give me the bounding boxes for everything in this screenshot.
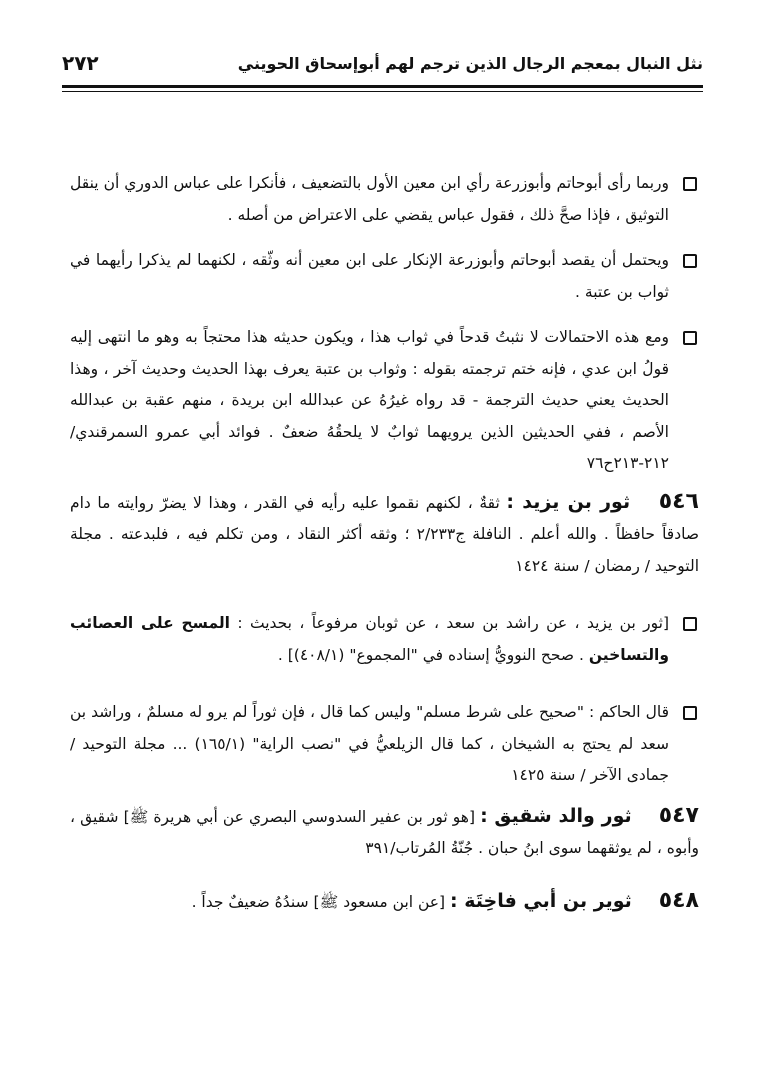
- entry-number: ٥٤٦: [658, 488, 699, 514]
- entry-text: [عن ابن مسعود ﷺ] سندُهُ ضعيفٌ جداً .: [191, 892, 446, 911]
- entry-number: ٥٤٧: [658, 802, 699, 828]
- bullet-text: وربما رأى أبوحاتم وأبوزرعة رأي ابن معين الأول بالتضعيف ، فأنكرا على عباس الدوري أن ينقل التوثيق ، فإذا صحَّ ذلك ، فقول عباس يقضي على الاعتراض من أصله .: [70, 174, 669, 224]
- bullet-paragraph: [70, 245, 699, 308]
- entry-546: [70, 486, 699, 583]
- page-number: ٢٧٢: [62, 51, 99, 75]
- running-title: نثل النبال بمعجم الرجال الذين ترجم لهم أبوإسحاق الحويني: [237, 53, 703, 73]
- bullet-text: قال الحاكم : "صحيح على شرط مسلم" وليس كما قال ، فإن ثوراً لم يرو له مسلمٌ ، وراشد بن سعد لم يحتج به الشيخان ، كما قال الزيلعيُّ في "نصب الراية" (١٦٥/١) ... مجلة التوحيد / جمادى الآخر / سنة ١٤٢٥: [70, 703, 669, 784]
- bullet-paragraph: [70, 608, 699, 671]
- hadith-title: المسح على العصائب والتساخين: [70, 614, 669, 664]
- bullet-text: [ثور بن يزيد ، عن راشد بن سعد ، عن ثوبان مرفوعاً ، بحديث :: [237, 614, 669, 632]
- header-rule-thick: [62, 85, 703, 88]
- bullet-text: ومع هذه الاحتمالات لا نثبتُ قدحاً في ثواب هذا ، ويكون حديثه هذا محتجاً به وهو ما انتهى إليه قولُ ابن عدي ، فإنه ختم ترجمته بقوله : وثواب بن عتبة يعرف بهذا الحديث وحديث آخر ، وهذا الحديث يعني حديث الترجمة - قد رواه غيرُهُ عن عبدالله ابن بريدة ، منهم عقبة بن عبدالله الأصم ، ففي الحديثين الذين يرويهما ثوابٌ لا يلحقُهُ ضعفٌ . فوائد أبي عمرو السمرقندي/٢١٢-٢١٣ح٧٦: [70, 328, 669, 472]
- bullet-paragraph: [70, 322, 699, 480]
- bullet-text: ويحتمل أن يقصد أبوحاتم وأبوزرعة الإنكار على ابن معين أنه وثّقه ، لكنهما لم يذكرا رأيهما في ثواب بن عتبة .: [70, 251, 669, 301]
- bullet-paragraph: [70, 697, 699, 792]
- bullet-paragraph: [70, 168, 699, 231]
- entry-547: [70, 800, 699, 865]
- entry-number: ٥٤٨: [658, 887, 699, 913]
- checkbox-bullet-icon: [683, 331, 697, 345]
- page-header: [62, 46, 703, 80]
- bullet-text: . صحح النوويُّ إسناده في "المجموع" (٤٠٨/١)] .: [277, 645, 584, 664]
- entry-name: ثوير بن أبي فاخِتَة :: [450, 889, 632, 912]
- entry-text: ثقةٌ ، لكنهم نقموا عليه رأيه في القدر ، وهذا لا يضرّ روايته ما دام صادقاً حافظاً . والله أعلم . النافلة ج٢/٢٣٣ ؛ وثقه أكثر النقاد ، ومن تكلم فيه ، فلبدعته . مجلة التوحيد / رمضان / سنة ١٤٢٤: [70, 493, 699, 575]
- entry-text: [هو ثور بن عفير السدوسي البصري عن أبي هريرة ﷺ] شقيق ، وأبوه ، لم يوثقهما سوى ابنُ حبان . جُنّةُ المُرتاب/٣٩١: [70, 807, 699, 857]
- entry-548: [70, 885, 699, 919]
- entry-name: ثور بن يزيد :: [506, 490, 631, 513]
- checkbox-bullet-icon: [683, 177, 697, 191]
- header-rule-thin: [62, 91, 703, 92]
- page-body: [70, 168, 699, 918]
- checkbox-bullet-icon: [683, 617, 697, 631]
- checkbox-bullet-icon: [683, 706, 697, 720]
- entry-name: ثور والد شقيق :: [480, 804, 632, 827]
- checkbox-bullet-icon: [683, 254, 697, 268]
